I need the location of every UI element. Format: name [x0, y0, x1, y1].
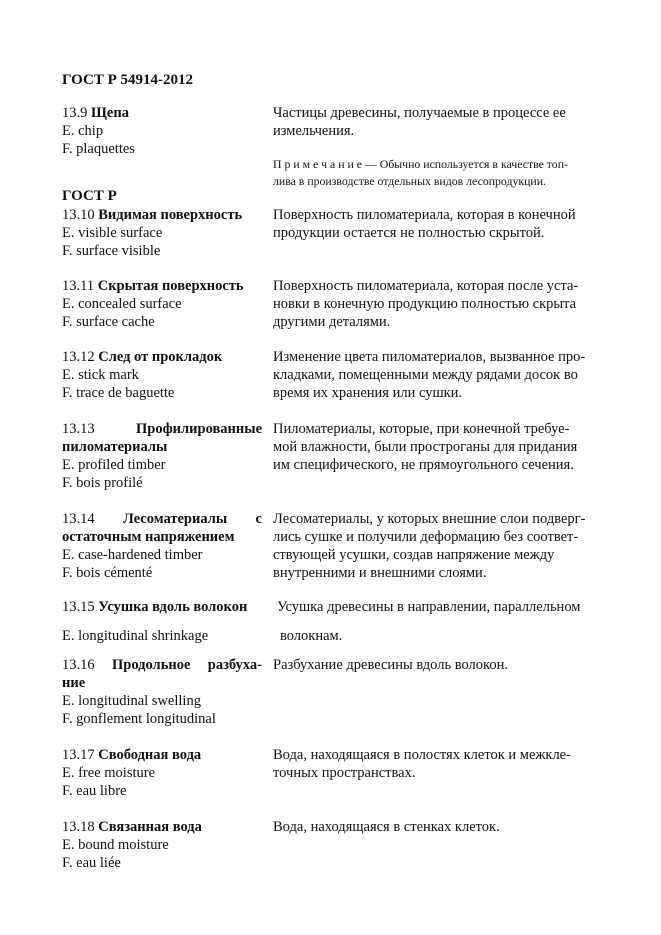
term-french: F. trace de baguette: [62, 385, 175, 401]
term-french: F. surface cache: [62, 314, 155, 330]
definition-line: Частицы древесины, получаемые в процессе ее: [273, 105, 566, 121]
term-number: 13.10: [62, 207, 95, 223]
term-title: Усушка вдоль волокон: [98, 599, 248, 615]
term-number: 13.16: [62, 657, 95, 673]
term-title: Свободная вода: [98, 747, 202, 763]
term-number: 13.15: [62, 599, 95, 615]
term-english: E. profiled timber: [62, 457, 166, 473]
note-label: П р и м е ч а н и е: [273, 157, 363, 171]
definition-line: измельчения.: [273, 123, 355, 139]
term-title: Видимая поверхность: [98, 207, 243, 223]
definition-line: Поверхность пиломатериала, которая в конечной: [273, 207, 576, 223]
definition-line: Поверхность пиломатериала, которая после уста-: [273, 278, 579, 294]
page-header: ГОСТ Р 54914-2012: [62, 72, 194, 88]
definition-line: лись сушке и получили деформацию без соответ-: [273, 529, 579, 545]
definition-line: другими деталями.: [273, 314, 391, 330]
term-english: E. longitudinal swelling: [62, 693, 201, 709]
definition-line: Изменение цвета пиломатериалов, вызванное про-: [273, 349, 586, 365]
term-english: E. case-hardened timber: [62, 547, 203, 563]
term-title-part: с: [255, 511, 262, 527]
note-text: — Обычно используется в качестве топ-: [362, 157, 568, 171]
definition-line: продукции остается не полностью скрытой.: [273, 225, 545, 241]
term-english: E. visible surface: [62, 225, 163, 241]
term-number: 13.13: [62, 421, 95, 437]
term-english: E. concealed surface: [62, 296, 182, 312]
term-title-continued: ние: [62, 675, 86, 691]
definition-line: Разбухание древесины вдоль волокон.: [273, 657, 508, 673]
term-french: F. eau libre: [62, 783, 127, 799]
definition-line: волокнам.: [280, 628, 343, 644]
term-title-continued: пиломатериалы: [62, 439, 168, 455]
note-line: [273, 156, 614, 173]
term-title: Связанная вода: [98, 819, 202, 835]
definition-line: ствующей усушки, создав напряжение между: [273, 547, 555, 563]
definition-line: Лесоматериалы, у которых внешние слои подверг-: [273, 511, 586, 527]
term-french: F. bois profilé: [62, 475, 143, 491]
term-french: F. bois cémenté: [62, 565, 153, 581]
term-title: Продольное: [111, 657, 191, 673]
term-number: 13.12: [62, 349, 95, 365]
term-french: F. surface visible: [62, 243, 161, 259]
definition-line: внутренними и внешними слоями.: [273, 565, 487, 581]
definition-line: мой влажности, были простроганы для придания: [273, 439, 578, 455]
term-number: 13.18: [62, 819, 95, 835]
note-line: лива в производстве отдельных видов лесопродукции.: [273, 174, 547, 188]
term-english: E. chip: [62, 123, 104, 139]
term-french: F. plaquettes: [62, 141, 135, 157]
definition-line: им специфического, не прямоугольного сечения.: [273, 457, 574, 473]
term-number: 13.14: [62, 511, 95, 527]
term-french: F. eau liée: [62, 855, 121, 871]
term-number: 13.11: [62, 278, 95, 294]
term-english: E. free moisture: [62, 765, 156, 781]
definition-line: время их хранения или сушки.: [273, 385, 463, 401]
definition-line: точных пространствах.: [273, 765, 416, 781]
term-title-part: разбуха-: [207, 657, 262, 673]
term-number: 13.17: [62, 747, 95, 763]
term-french: F. gonflement longitudinal: [62, 711, 216, 727]
definition-line: Вода, находящаяся в полостях клеток и межкле-: [273, 747, 571, 763]
definition-line: Пиломатериалы, которые, при конечной требуе-: [273, 421, 570, 437]
term-title: Щепа: [91, 105, 129, 121]
term-title: След от прокладок: [98, 349, 223, 365]
term-title: Профилированные: [136, 421, 262, 437]
term-number: 13.9: [62, 105, 88, 121]
sub-heading: ГОСТ Р: [62, 188, 117, 204]
term-title-continued: остаточным напряжением: [62, 529, 235, 545]
term-title: Лесоматериалы: [122, 511, 228, 527]
definition-line: Усушка древесины в направлении, параллельном: [277, 599, 581, 615]
definition-line: новки в конечную продукцию полностью скрыта: [273, 296, 577, 312]
term-english: E. longitudinal shrinkage: [62, 628, 209, 644]
term-english: E. stick mark: [62, 367, 139, 383]
definition-line: Вода, находящаяся в стенках клеток.: [273, 819, 500, 835]
term-english: E. bound moisture: [62, 837, 169, 853]
definition-line: кладками, помещенными между рядами досок во: [273, 367, 578, 383]
term-title: Скрытая поверхность: [97, 278, 244, 294]
